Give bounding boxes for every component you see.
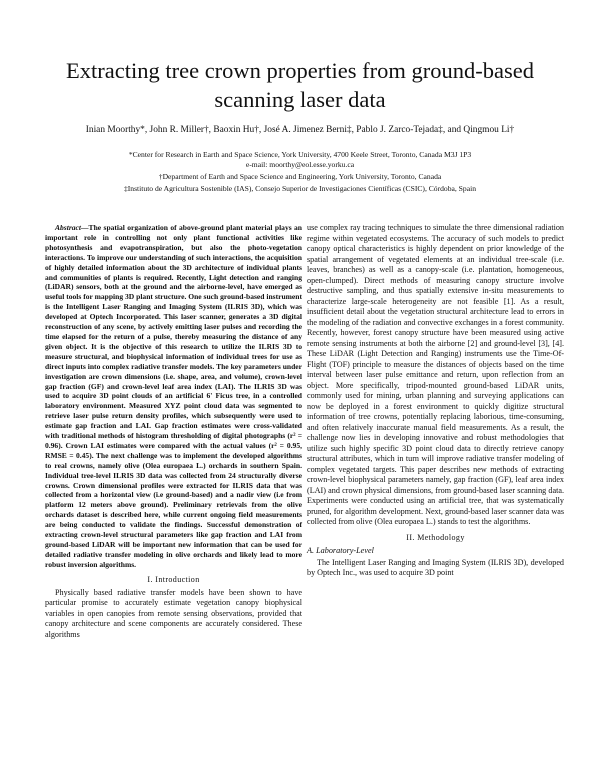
author-list: Inian Moorthy*, John R. Miller†, Baoxin Hu†, José A. Jimenez Berni‡, Pablo J. Zarco-Tejada‡, and Qingmou Li† xyxy=(85,125,515,135)
left-column xyxy=(45,223,302,640)
subsection-laboratory-heading: A. Laboratory-Level xyxy=(307,545,374,555)
affiliation-york-cress: *Center for Research in Earth and Space Science, York University, 4700 Keele Street, Toronto, Canada M3J 1P3 xyxy=(128,150,472,159)
author-email: e-mail: moorthy@eol.esse.yorku.ca xyxy=(245,160,355,169)
affiliation-york-eses: †Department of Earth and Space Science and Engineering, York University, Toronto, Canada xyxy=(158,172,442,181)
section-introduction-heading: I. Introduction xyxy=(147,574,200,584)
section-methodology-heading: II. Methodology xyxy=(406,532,465,542)
abstract-text: The spatial organization of above-ground plant material plays an important role in controlling not only plant functional activities like photosynthesis and evapotranspiration, but also the photo-vegetation interactions. To improve our understanding of such interactions, the acquisition of highly detailed information about the 3D architecture of individual plants and communities of plants is required. Recently, Light detection and ranging (LiDAR) sensors, both at the ground and the airborne-level, have emerged as useful tools for mapping 3D plant structure. One such ground-based instrument is the Intelligent Laser Ranging and Imaging System (ILRIS 3D), which was developed at Optech Incorporated. This laser scanner, generates a 3D digital reconstruction of any scene, by actively emitting laser pulses and recording the time elapsed for the return of a pulse, thereby measuring the distance of any given object. It is the objective of this research to utilize the ILRIS 3D to measure structural, and biophysical information of individual trees for use as direct inputs into complex radiative transfer models. The key parameters under investigation are crown dimensions (i.e. shape, area, and volume), crown-level gap fraction (GF) and crown-level leaf area index (LAI). The ILRIS 3D was used to acquire 3D point clouds of an artificial 6' Ficus tree, in a controlled laboratory environment. Measured XYZ point cloud data was segmented to retrieve laser pulse return density profiles, which subsequently were used to estimate gap fraction and LAI. Gap fraction estimates were cross-validated with traditional methods of histogram thresholding of digital photographs (r² = 0.96). Crown LAI estimates were compared with the actual values (r² = 0.95, RMSE = 0.45). The next challenge was to implement the developed algorithms to real crowns, namely olive (Olea europaea L.) orchards in southern Spain. Individual tree-level ILRIS 3D data was collected from 24 structurally diverse crowns. Crown dimensional profiles were extracted for ILRIS data that was collected from a horizontal view (i.e ground-based) and a nadir view (i.e from platform 12 meters above ground). Preliminary retrievals from the olive orchards dataset is described here, while current ongoing field measurements are being conducted to validate the findings. Successful demonstration of extracting crown-level structural parameters like gap fraction and LAI from ground-based LiDAR will be important new information that can be used for detailed radiative transfer modeling in olive orchards and likely lead to more robust inversion algorithms. xyxy=(45,223,302,569)
abstract xyxy=(45,223,302,570)
affiliation-ias-csic: ‡Instituto de Agricultura Sostenible (IAS), Consejo Superior de Investigaciones Científicas (CSIC), Córdoba, Spain xyxy=(123,184,476,193)
title-line-1: Extracting tree crown properties from ground-based xyxy=(66,58,534,83)
right-column xyxy=(307,223,564,579)
title-line-2: scanning laser data xyxy=(214,87,386,112)
methodology-paragraph: The Intelligent Laser Ranging and Imaging System (ILRIS 3D), developed by Optech Inc., was used to acquire 3D point xyxy=(307,557,564,577)
abstract-label: Abstract— xyxy=(55,223,89,232)
introduction-paragraph: Physically based radiative transfer models have been shown to have particular promise to accurately estimate vegetation canopy biophysical variables in open canopies from remote sensing observations, provided that canopy architecture and scene components are accurately considered. These algorithms xyxy=(45,587,302,639)
introduction-paragraph-continued: use complex ray tracing techniques to simulate the three dimensional radiation regime within vegetated ecosystems. The accuracy of such models to predict canopy optical characteristics is highly dependent on prior knowledge of the spatial arrangement of vegetated elements at an individual tree-scale (i.e. leaves, branches) as well as a canopy-scale (i.e. plantation, homogeneous, open-clumped). Direct methods of measuring canopy structure involve destructive sampling, and thus spatially extensive in-situ measurements to characterize large-scale heterogeneity are not feasible [1]. As a result, insufficient detail about the vegetation structural architecture lead to errors in the modeling of the radiation and convective exchanges in a forest community. Recently, however, forest canopy structure have been measured using active remote sensing instruments at both the airborne [2] and ground-level [3], [4]. These LiDAR (Light Detection and Ranging) instruments use the Time-Of-Flight (TOF) principle to measure the distances of objects based on the time interval between laser pulse emittance and return, upon reflection from an object. More specifically, tripod-mounted ground-based LiDAR units, commonly used for mining, urban planning and surveying applications can now be deployed in a forest environment to quickly digitize structural information of tree crowns, potentially replacing laborious, time-consuming, and often relatively inaccurate manual field measurements. As a result, the challenge now lies in developing innovative and robust methodologies that utilize such highly specific 3D point cloud data to directly retrieve canopy structural attributes, which in turn will improve radiative transfer modeling of complex vegetated targets. This paper describes new methods of extracting crown-level biophysical parameters namely, gap fraction (GF), leaf area index (LAI) and crown physical dimensions, from ground-based laser scanning data. Experiments were conducted using an artificial tree, that was systematically pruned, for algorithm development. Next, ground-based laser scanner data was collected from olive (Olea europaea L.) stands to test the algorithms. xyxy=(307,223,564,526)
paper-title xyxy=(30,56,570,114)
